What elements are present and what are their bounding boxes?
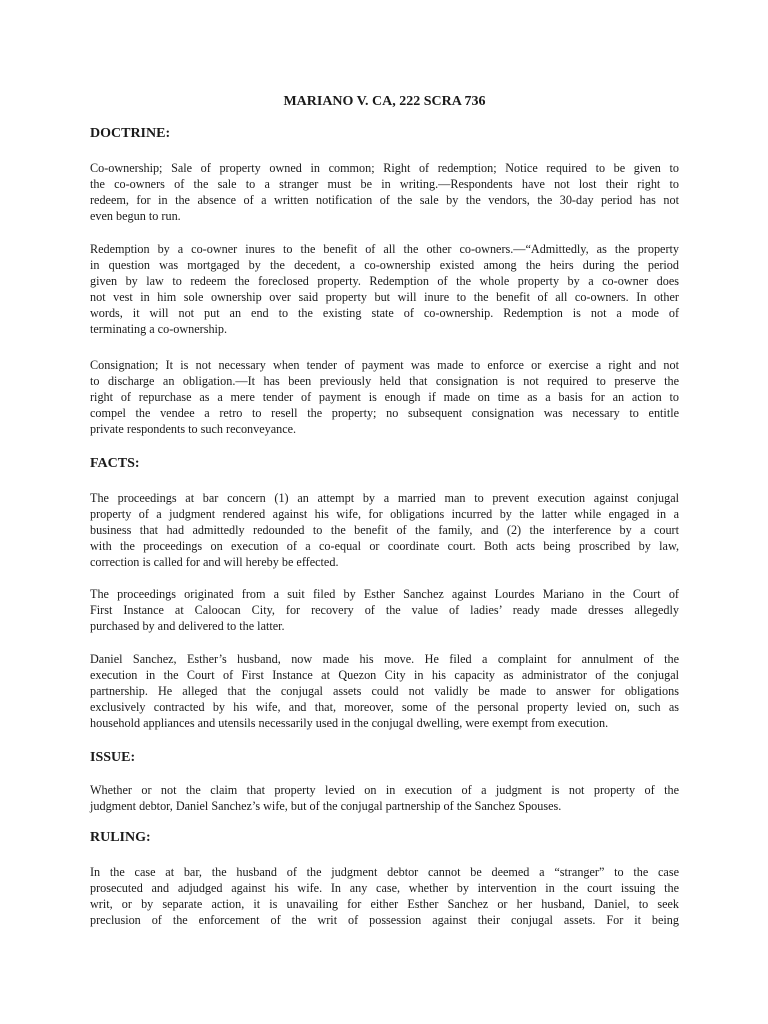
- doctrine-paragraph-1: [90, 160, 679, 224]
- text-line: not vest in him sole ownership over said property but will inure to the benefit of all co-owners. In other: [90, 290, 679, 304]
- text-line: with the proceedings on execution of a co-equal or coordinate court. Both acts being proscribed by law,: [90, 539, 679, 553]
- text-line: property of a judgment rendered against his wife, for obligations incurred by the latter while engaged in a: [90, 507, 679, 521]
- doctrine-paragraph-3: [90, 357, 679, 437]
- text-line: the co-owners of the sale to a stranger must be in writing.—Respondents have not lost their right to: [90, 177, 679, 191]
- section-heading-issue: ISSUE:: [90, 750, 136, 765]
- text-line: The proceedings at bar concern (1) an attempt by a married man to prevent execution against conjugal: [90, 491, 679, 505]
- text-line: exclusively contracted by his wife, and that, moreover, some of the personal property levied on, such as: [90, 700, 679, 714]
- text-line: partnership. He alleged that the conjugal assets could not validly be made to answer for obligations: [90, 684, 679, 698]
- text-line: compel the vendee a retro to resell the property; no subsequent consignation was necessary to entitle: [90, 406, 679, 420]
- section-heading-ruling: RULING:: [90, 830, 151, 845]
- text-line: Redemption by a co-owner inures to the benefit of all the other co-owners.—“Admittedly, as the property: [90, 242, 679, 256]
- text-line: judgment debtor, Daniel Sanchez’s wife, but of the conjugal partnership of the Sanchez Spouses.: [90, 799, 562, 813]
- text-line: prosecuted and adjudged against his wife. In any case, whether by intervention in the court issuing the: [90, 881, 679, 895]
- facts-paragraph-3: [90, 651, 679, 731]
- issue-paragraph-1: [90, 782, 679, 814]
- text-line: Co-ownership; Sale of property owned in common; Right of redemption; Notice required to be given to: [90, 161, 679, 175]
- text-line: Consignation; It is not necessary when tender of payment was made to enforce or exercise a right and not: [90, 358, 679, 372]
- text-line: redeem, for in the absence of a written notification of the sale by the vendors, the 30-day period has not: [90, 193, 679, 207]
- text-line: right of repurchase as a mere tender of payment is enough if made on time as a basis for an action to: [90, 390, 679, 404]
- text-line: execution in the Court of First Instance at Quezon City in his capacity as administrator of the conjugal: [90, 668, 679, 682]
- text-line: The proceedings originated from a suit filed by Esther Sanchez against Lourdes Mariano in the Court of: [90, 587, 679, 601]
- text-line: preclusion of the enforcement of the writ of possession against their conjugal assets. For it being: [90, 913, 679, 927]
- text-line: writ, or by separate action, it is unavailing for either Esther Sanchez or her husband, Daniel, to seek: [90, 897, 679, 911]
- text-line: household appliances and utensils necessarily used in the conjugal dwelling, were exempt from execution.: [90, 716, 609, 730]
- text-line: in question was mortgaged by the decedent, a co-ownership existed among the heirs during the period: [90, 258, 679, 272]
- text-line: business that had admittedly redounded to the benefit of the family, and (2) the interference by a court: [90, 523, 679, 537]
- text-line: First Instance at Caloocan City, for recovery of the value of ladies’ ready made dresses allegedly: [90, 603, 679, 617]
- ruling-paragraph-1: [90, 864, 679, 928]
- text-line: purchased by and delivered to the latter.: [90, 619, 285, 633]
- text-line: given by law to redeem the foreclosed property. Redemption of the whole property by a co-owner does: [90, 274, 679, 288]
- text-line: In the case at bar, the husband of the judgment debtor cannot be deemed a “stranger” to the case: [90, 865, 679, 879]
- section-heading-doctrine: DOCTRINE:: [90, 126, 171, 141]
- text-line: private respondents to such reconveyance.: [90, 422, 297, 436]
- section-heading-facts: FACTS:: [90, 456, 140, 471]
- facts-paragraph-1: [90, 490, 679, 570]
- text-line: even begun to run.: [90, 209, 181, 223]
- text-line: words, it will not put an end to the existing state of co-ownership. Redemption is not a mode of: [90, 306, 679, 320]
- text-line: terminating a co-ownership.: [90, 322, 228, 336]
- text-line: Whether or not the claim that property levied on in execution of a judgment is not property of the: [90, 783, 679, 797]
- document-title: MARIANO V. CA, 222 SCRA 736: [283, 94, 486, 109]
- text-line: Daniel Sanchez, Esther’s husband, now made his move. He filed a complaint for annulment of the: [90, 652, 679, 666]
- facts-paragraph-2: [90, 586, 679, 634]
- text-line: correction is called for and will hereby be effected.: [90, 555, 339, 569]
- doctrine-paragraph-2: [90, 241, 679, 337]
- text-line: to discharge an obligation.—It has been previously held that consignation is not required to preserve the: [90, 374, 679, 388]
